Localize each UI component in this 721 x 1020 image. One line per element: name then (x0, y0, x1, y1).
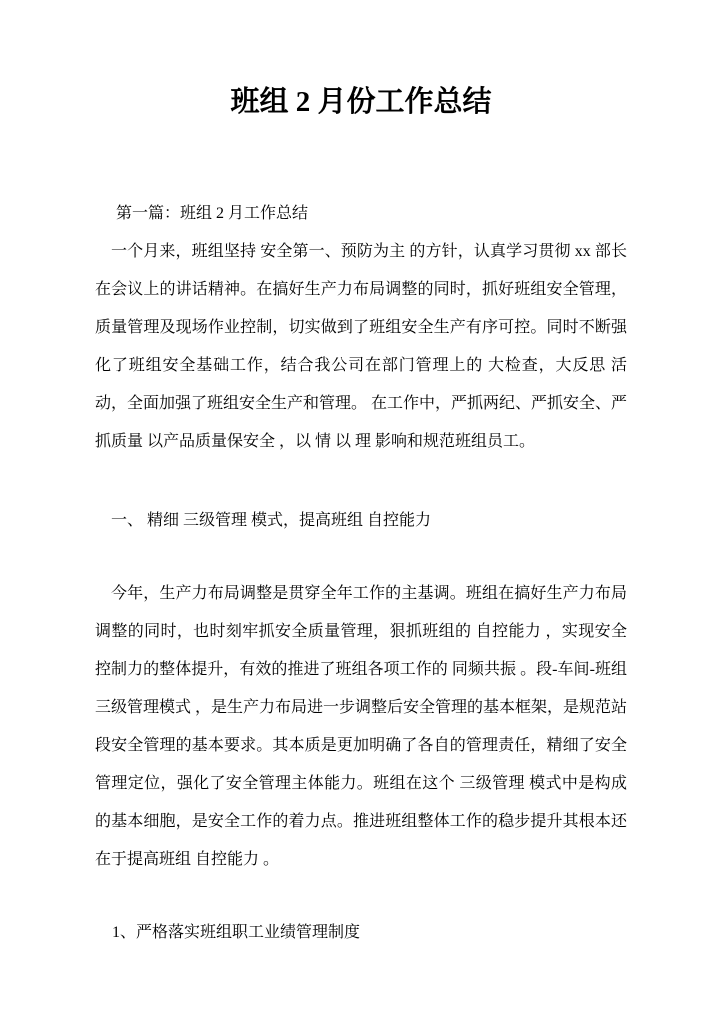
subtitle-first-article: 第一篇：班组 2 月工作总结 (116, 205, 309, 222)
section-1-heading: 一、 精细 三级管理 模式，提高班组 自控能力 (111, 512, 432, 529)
document-title: 班组 2 月份工作总结 (230, 86, 492, 118)
paragraph-2: 今年，生产力布局调整是贯穿全年工作的主基调。班组在搞好生产力布局调整的同时，也时刻牢抓安全质量管理，狠抓班组的 自控能力 ，实现安全控制力的整体提升，有效的推进了班组各项工作的 同频共振 。段-车间-班组 三级管理模式 ，是生产力布局进一步调整后安全管理的基本框架，是规范站段安全管理的基本要求。其本质是更加明确了各自的管理责任，精细了安全管理定位，强化了安全管理主体能力。班组在这个 三级管理 模式中是构成的基本细胞，是安全工作的着力点。推进班组整体工作的稳步提升其根本还在于提高班组 自控能力 。 (95, 585, 628, 868)
paragraph-1: 一个月来，班组坚持 安全第一、预防为主 的方针，认真学习贯彻 xx 部长在会议上的讲话精神。在搞好生产力布局调整的同时，抓好班组安全管理，质量管理及现场作业控制，切实做到了班组安全生产有序可控。同时不断强化了班组安全基础工作，结合我公司在部门管理上的 大检查，大反思 活动，全面加强了班组安全生产和管理。 在工作中，严抓两纪、严抓安全、严抓质量 以产品质量保安全 ，以 情 以 理 影响和规范班组员工。 (95, 243, 628, 450)
subsection-1-heading: 1、严格落实班组职工业绩管理制度 (112, 924, 361, 941)
